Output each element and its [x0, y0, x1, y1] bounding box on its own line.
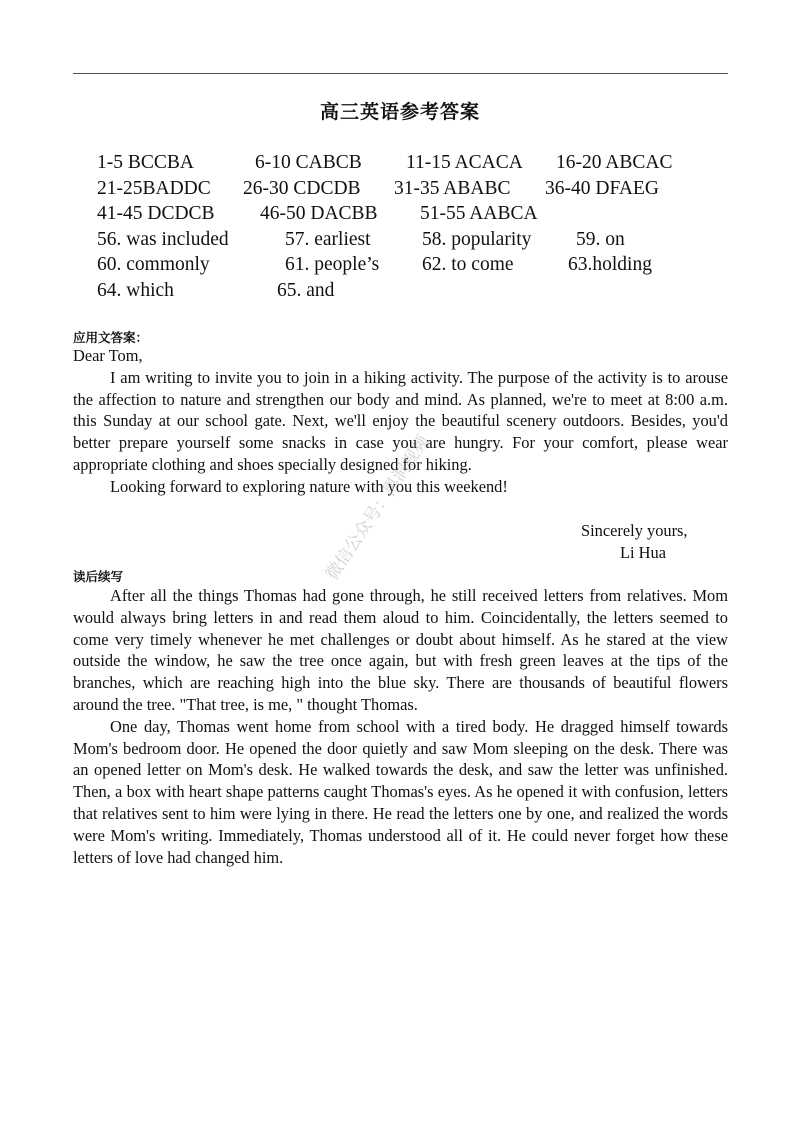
continuation-paragraph: After all the things Thomas had gone through, he still received letters from relatives. Mom would always bring letters in and read them aloud to him. Coincidentally, the letters seemed to come very timely whenever he met challenges or doubt about himself. As he stared at the view outside the window, he saw the tree once again, but with fresh green leaves at the tips of the branches, which are reaching high into the blue sky. There are thousands of beautiful flowers around the tree. "That tree, is me, " thought Thomas.	[73, 586, 728, 714]
answer-item: 51-55 AABCA	[420, 203, 538, 224]
answer-item: 21-25BADDC	[97, 177, 211, 199]
answer-row	[97, 280, 737, 306]
answer-item: 63.holding	[568, 254, 652, 275]
letter-greeting: Dear Tom,	[73, 346, 143, 365]
answer-row	[97, 203, 737, 229]
answer-item: 26-30 CDCDB	[243, 177, 361, 199]
top-rule	[73, 73, 728, 74]
answer-item: 16-20 ABCAC	[556, 152, 673, 173]
letter-signature: Li Hua	[620, 543, 666, 562]
continuation-paragraph: One day, Thomas went home from school with a tired body. He dragged himself towards Mom's bedroom door. He opened the door quietly and saw Mom sleeping on the desk. There was an opened letter on Mom's desk. He walked towards the desk, and saw the letter was unfinished. Then, a box with heart shape patterns caught Thomas's eyes. As he opened it with confusion, letters that relatives sent to him were lying in there. He read the letters one by one, and realized the words were Mom's writing. Immediately, Thomas understood all of it. He could never forget how these letters of love had changed him.	[73, 716, 728, 867]
page-title: 高三英语参考答案	[319, 101, 480, 123]
answer-row	[97, 229, 737, 255]
answer-item: 64. which	[97, 279, 174, 301]
continuation-heading: 读后续写	[73, 569, 124, 584]
answer-item: 57. earliest	[285, 228, 371, 250]
writing-heading: 应用文答案：	[73, 330, 149, 345]
answer-item: 56. was included	[97, 228, 229, 250]
answer-item: 60. commonly	[97, 254, 210, 275]
answer-item: 11-15 ACACA	[406, 152, 523, 173]
letter-body: I am writing to invite you to join in a hiking activity. The purpose of the activity is to arouse the affection to nature and strengthen our body and mind. As planned, we're to meet at 8:00 a.m. this Sunday at our school gate. Next, we'll enjoy the beautiful scenery outdoors. Besides, you'd better prepare yourself some snacks in case you are hungry. For your comfort, please wear appropriate clothing and shoes specially designed for hiking.	[73, 367, 728, 474]
answer-item: 58. popularity	[422, 228, 532, 250]
answer-item: 46-50 DACBB	[260, 203, 378, 224]
answer-item: 6-10 CABCB	[255, 152, 362, 173]
answer-row	[97, 254, 737, 280]
letter-closing-line: Looking forward to exploring nature with you this weekend!	[110, 476, 508, 496]
answer-item: 65. and	[277, 279, 335, 301]
continuation-text	[73, 585, 728, 868]
answer-item: 62. to come	[422, 254, 514, 275]
answer-item: 31-35 ABABC	[394, 177, 511, 199]
answer-row	[97, 178, 737, 204]
answer-item: 1-5 BCCBA	[97, 152, 194, 173]
answer-row	[97, 152, 737, 178]
answer-item: 59. on	[576, 228, 625, 250]
answer-item: 41-45 DCDCB	[97, 203, 215, 224]
letter-closing: Sincerely yours,	[581, 521, 688, 540]
answer-item: 36-40 DFAEG	[545, 177, 659, 199]
watermark: 微信公众号：黑洞视频	[322, 431, 434, 584]
answer-key	[97, 152, 737, 305]
answer-item: 61. people’s	[285, 254, 380, 275]
